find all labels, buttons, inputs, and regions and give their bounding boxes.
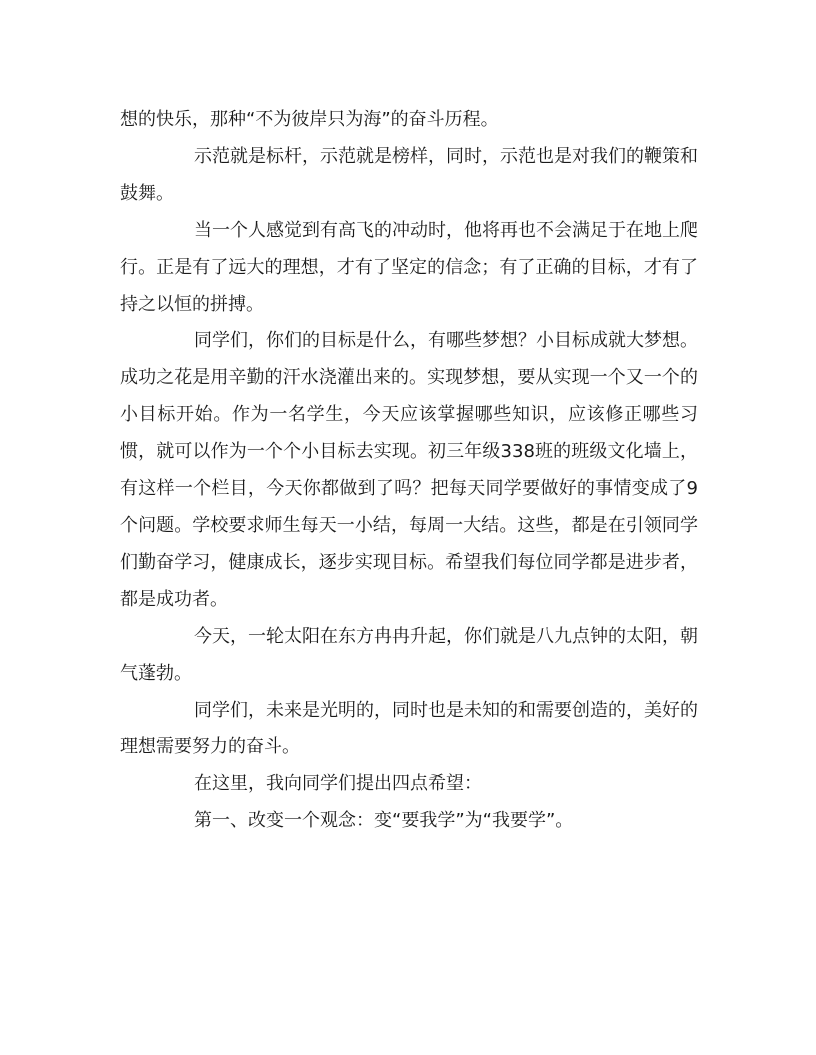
paragraph-sun: 今天，一轮太阳在东方冉冉升起，你们就是八九点钟的太阳，朝气蓬勃。 [120, 625, 698, 684]
paragraph-ambition: 当一个人感觉到有高飞的冲动时，他将再也不会满足于在地上爬行。正是有了远大的理想，才有了坚定的信念；有了正确的目标，才有了持之以恒的拼搏。 [120, 219, 698, 315]
paragraph-future: 同学们，未来是光明的，同时也是未知的和需要创造的，美好的理想需要努力的奋斗。 [120, 699, 698, 758]
paragraph-model: 示范就是标杆，示范就是榜样，同时，示范也是对我们的鞭策和鼓舞。 [120, 145, 698, 204]
paragraph-first-hope: 第一、改变一个观念：变“要我学”为“我要学”。 [194, 810, 574, 832]
document-body [120, 102, 698, 840]
paragraph-goals: 同学们，你们的目标是什么，有哪些梦想？小目标成就大梦想。成功之花是用辛勤的汗水浇灌出来的。实现梦想，要从实现一个又一个的小目标开始。作为一名学生，今天应该掌握哪些知识，应该修正哪些习惯，就可以作为一个个小目标去实现。初三年级338班的班级文化墙上，有这样一个栏目，今天你都做到了吗？把每天同学要做好的事情变成了9个问题。学校要求师生每天一小结，每周一大结。这些，都是在引领同学们勤奋学习，健康成长，逐步实现目标。希望我们每位同学都是进步者，都是成功者。 [120, 330, 698, 610]
paragraph-continued: 想的快乐，那种“不为彼岸只为海”的奋斗历程。 [120, 109, 499, 130]
paragraph-hopes-intro: 在这里，我向同学们提出四点希望： [194, 773, 482, 795]
